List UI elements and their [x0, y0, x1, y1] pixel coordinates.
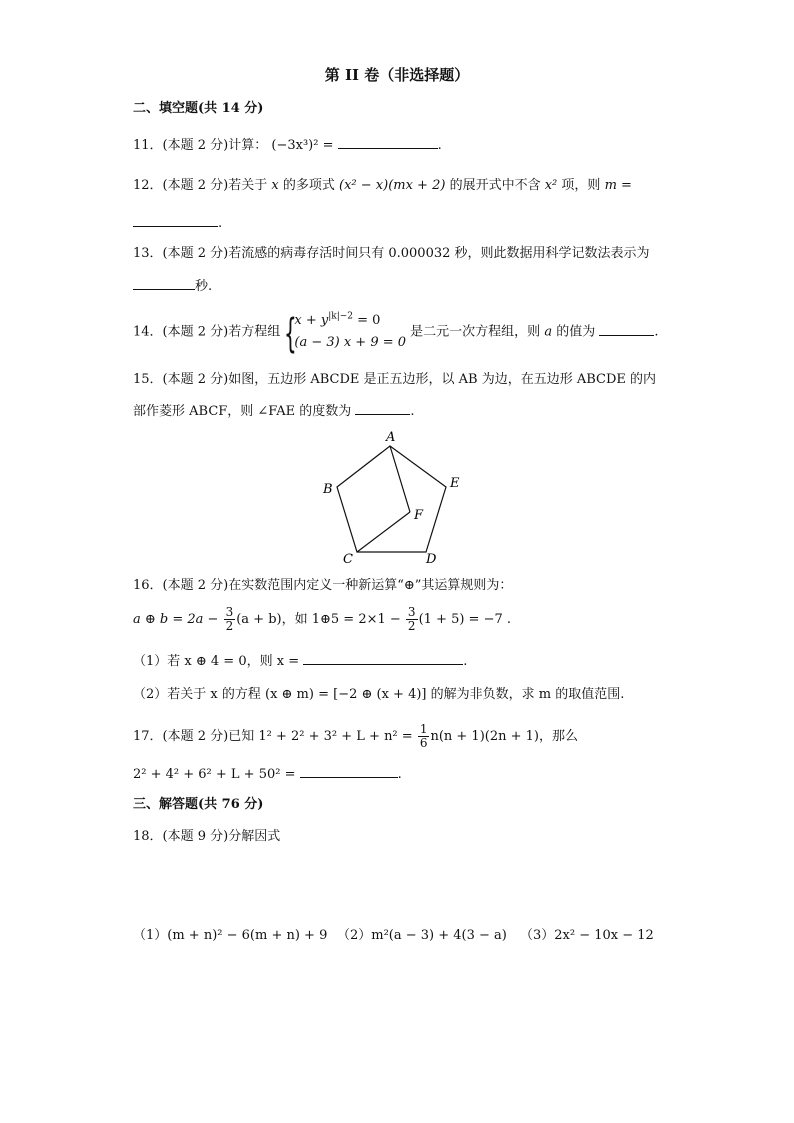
question-12-label: 12．(本题 2 分)若关于	[133, 178, 268, 193]
vertex-label-d: D	[426, 552, 437, 567]
variable-x: x	[271, 178, 279, 193]
question-12	[133, 177, 632, 195]
fraction-three-halves: $\frac{3}{2}$	[407, 605, 416, 633]
equation-system	[284, 310, 407, 357]
point-label-f: F	[414, 508, 424, 523]
vertex-label-a: A	[386, 430, 396, 445]
vertex-label-e: E	[450, 476, 460, 491]
period: .	[654, 324, 659, 340]
period: .	[218, 216, 223, 231]
fraction-three-halves: $\frac{3}{2}$	[225, 605, 234, 633]
question-12-polynomial: (x² − x)(mx + 2)	[339, 178, 446, 193]
question-18-part-3: （3）2x² − 10x − 12	[520, 928, 654, 943]
regular-pentagon	[337, 446, 446, 552]
question-13-answer-line	[133, 276, 212, 296]
question-14-text: 是二元一次方程组，则	[410, 324, 541, 340]
question-11-label: 11．(本题 2 分)计算：	[133, 138, 268, 153]
brace-icon: {	[284, 311, 298, 357]
question-12-answer-line	[133, 213, 222, 233]
question-14-text2: 的值为	[556, 324, 596, 340]
question-15-line1: 15．(本题 2 分)如图，五边形 ABCDE 是正五边形，以 AB 为边，在五边形 ABCDE 的内	[133, 372, 657, 387]
question-16-part-2: （2）若关于 x 的方程 (x ⊕ m) = [−2 ⊕ (x + 4)] 的解为非负数，求 m 的取值范围.	[133, 687, 625, 702]
rule-end: (1 + 5) = −7 .	[418, 612, 511, 627]
question-12-text3: 项，则	[561, 178, 601, 193]
question-16-part-1: （1）若 x ⊕ 4 = 0，则 x = .	[133, 651, 467, 671]
unit-seconds: 秒.	[195, 279, 213, 294]
section-heading-solutions: 三、解答题(共 76 分)	[133, 797, 264, 812]
question-18-part-2: （2）m²(a − 3) + 4(3 − a)	[337, 928, 507, 943]
pentagon-rhombus-figure	[300, 425, 480, 570]
rule-lhs: a ⊕ b = 2a −	[133, 612, 219, 627]
answer-blank-12[interactable]	[133, 213, 218, 227]
page-title: 第 II 卷（非选择题）	[324, 66, 470, 84]
period: .	[397, 767, 402, 782]
segment-af	[390, 446, 410, 512]
vertex-label-b: B	[323, 482, 333, 497]
period: .	[410, 404, 415, 419]
answer-blank-17[interactable]	[300, 764, 398, 778]
equation-1: $x + y^{|k|-2} = 0$	[294, 311, 381, 328]
question-14	[133, 310, 659, 357]
equation-2: (a − 3) x + 9 = 0	[294, 335, 407, 350]
segment-fc	[357, 512, 410, 552]
answer-blank-15[interactable]	[355, 401, 410, 415]
question-14-label: 14．(本题 2 分)若方程组	[133, 324, 281, 340]
question-16: 16．(本题 2 分)在实数范围内定义一种新运算“⊕”其运算规则为：	[133, 578, 513, 593]
question-16-rule	[133, 605, 511, 635]
variable-a: a	[544, 324, 553, 340]
question-12-text2: 的展开式中不含	[449, 178, 541, 193]
fraction-one-sixth: $\frac{1}{6}$	[419, 722, 428, 750]
period: .	[437, 138, 442, 153]
question-12-target: m =	[604, 178, 632, 193]
period: .	[463, 654, 468, 669]
question-17: 17．(本题 2 分)已知 1² + 2² + 3² + L + n² = $\frac{1}{6}$ n(n + 1)(2n + 1)，那么	[133, 722, 578, 750]
rule-mid: (a + b)，如 1⊕5 = 2×1 −	[236, 612, 401, 627]
answer-blank-14[interactable]	[599, 322, 654, 336]
question-12-text1: 的多项式	[282, 178, 335, 193]
answer-blank-16-1[interactable]	[303, 651, 463, 665]
vertex-label-c: C	[343, 552, 353, 567]
section-heading-fill-blank: 二、填空题(共 14 分)	[133, 101, 264, 116]
question-18: 18．(本题 9 分)分解因式	[133, 829, 281, 844]
question-11-expression: (−3x³)² =	[271, 138, 334, 153]
answer-blank-11[interactable]	[338, 135, 438, 149]
question-12-term: x²	[544, 178, 558, 193]
question-17-answer-line: 2² + 4² + 6² + L + 50² = .	[133, 764, 402, 784]
question-18-part-1: （1）(m + n)² − 6(m + n) + 9	[133, 928, 328, 943]
question-11	[133, 135, 442, 155]
question-15-line2: 部作菱形 ABCF，则 ∠FAE 的度数为 .	[133, 401, 415, 421]
answer-blank-13[interactable]	[133, 276, 195, 290]
question-13: 13．(本题 2 分)若流感的病毒存活时间只有 0.000032 秒，则此数据用科学记数法表示为	[133, 246, 650, 261]
